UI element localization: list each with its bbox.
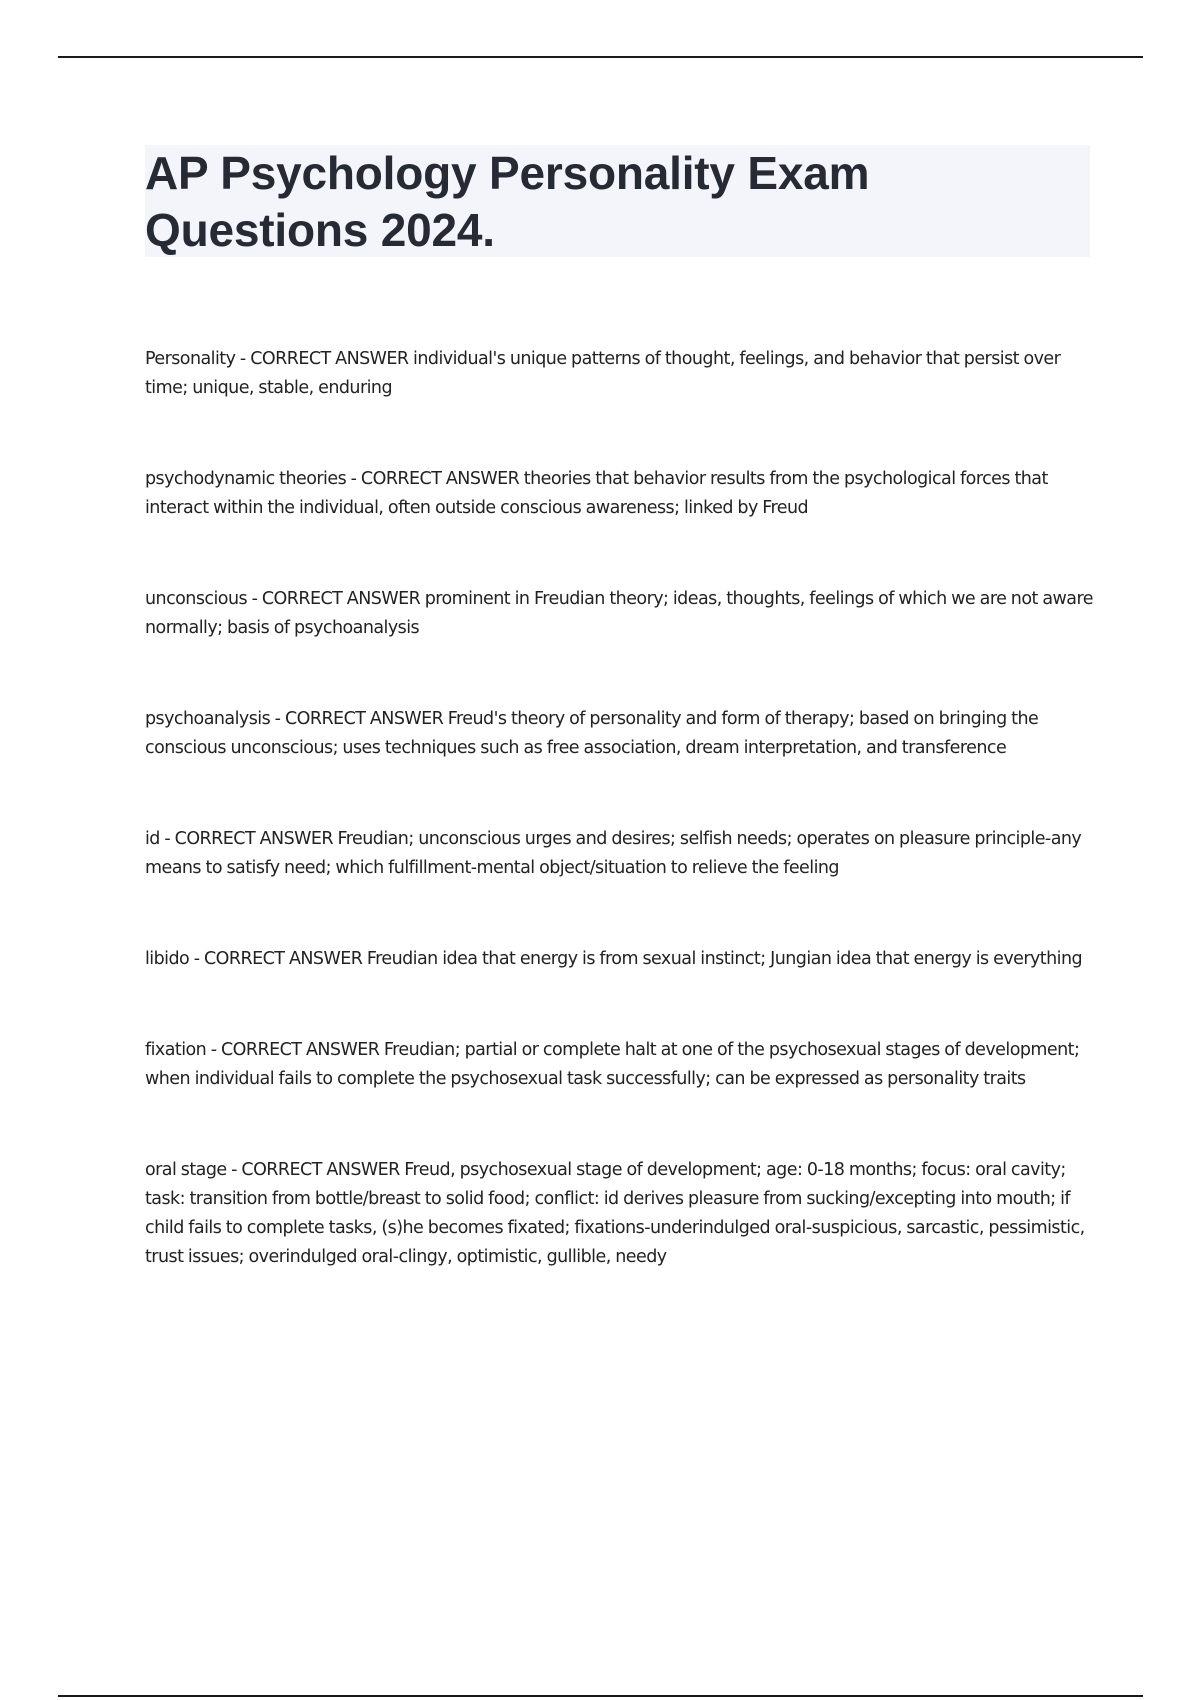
document-title: AP Psychology Personality Exam Questions 2024. xyxy=(145,147,870,256)
top-divider xyxy=(58,56,1143,58)
flashcard-entry: unconscious - CORRECT ANSWER prominent in Freudian theory; ideas, thoughts, feelings of which we are not aware normally; basis of psychoanalysis xyxy=(145,589,1093,638)
flashcard-entry: psychodynamic theories - CORRECT ANSWER theories that behavior results from the psychological forces that interact within the individual, often outside conscious awareness; linked by Freud xyxy=(145,469,1048,518)
flashcard-entry: libido - CORRECT ANSWER Freudian idea that energy is from sexual instinct; Jungian idea that energy is everything xyxy=(145,949,1083,969)
flashcard-entry: fixation - CORRECT ANSWER Freudian; partial or complete halt at one of the psychosexual stages of development; when individual fails to complete the psychosexual task successfully; can be expressed as personality traits xyxy=(145,1040,1080,1089)
flashcard-entry: psychoanalysis - CORRECT ANSWER Freud's theory of personality and form of therapy; based on bringing the conscious unconscious; uses techniques such as free association, dream interpretation, and transference xyxy=(145,709,1039,758)
title-block xyxy=(145,145,1090,257)
flashcard-entry: oral stage - CORRECT ANSWER Freud, psychosexual stage of development; age: 0-18 months; focus: oral cavity; task: transition from bottle/breast to solid food; conflict: id derives pleasure from sucking/excepting into mouth; if child fails to complete tasks, (s)he becomes fixated; fixations-underindulged oral-suspicious, sarcastic, pessimistic, trust issues; overindulged oral-clingy, optimistic, gullible, needy xyxy=(145,1160,1085,1267)
bottom-divider xyxy=(58,1695,1143,1697)
flashcard-entry: id - CORRECT ANSWER Freudian; unconscious urges and desires; selfish needs; operates on pleasure principle-any means to satisfy need; which fulfillment-mental object/situation to relieve the feeling xyxy=(145,829,1082,878)
flashcard-entry: Personality - CORRECT ANSWER individual's unique patterns of thought, feelings, and behavior that persist over time; unique, stable, enduring xyxy=(145,349,1061,398)
flashcard-list xyxy=(145,345,1095,1272)
